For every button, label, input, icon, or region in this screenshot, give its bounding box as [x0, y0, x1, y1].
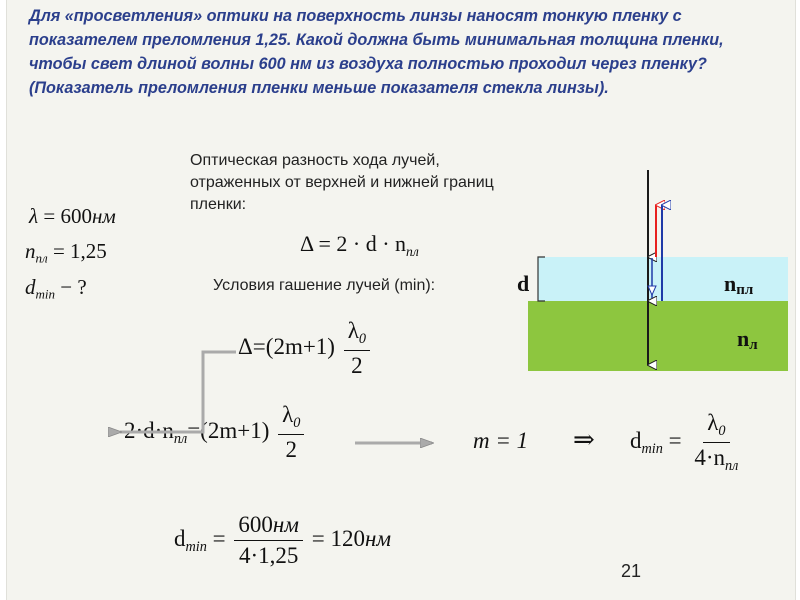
connector-elbow-arrow: [120, 352, 236, 432]
numeric-result: $d_{min}$ = $\frac{600нм}{4\cdot 1,25}$ = 120нм: [174, 512, 392, 568]
minimum-condition-formula: Δ=(2m+1) $\frac{\lambda_0}{2}$: [238, 318, 373, 379]
thickness-label: d: [517, 271, 530, 296]
half-wavelength-fraction: $\frac{\lambda_0}{2}$: [344, 318, 370, 379]
page-number: 21: [621, 561, 642, 581]
film-index-label: nпл: [724, 271, 754, 298]
given-lambda: λ = 600нм: [29, 204, 116, 228]
implies-symbol: ⇒: [573, 425, 595, 454]
given-n-film: $n_{пл} = 1,25$: [25, 239, 107, 266]
combined-equation: $2\cdot d\cdot n_{пл}=(2m+1)$ $\frac{\lambda_0}{2}$: [124, 402, 307, 463]
condition-label: Условия гашение лучей (min):: [213, 277, 436, 294]
m-equals-one: m = 1: [473, 428, 529, 453]
given-d-min: $d_{min}$ − ?: [25, 275, 87, 302]
combined-fraction: $\frac{\lambda_0}{2}$: [278, 402, 304, 463]
d-min-formula: $d_{min}$ = $\frac{\lambda_0}{4\cdot n_{пл}}$: [630, 410, 745, 475]
path-difference-formula: $\Delta = 2 \cdot d \cdot n_{пл}$: [300, 231, 419, 259]
explanation-text: Оптическая разность хода лучей, отраженных от верхней и нижней границ пленки:: [190, 152, 494, 213]
d-min-fraction: $\frac{\lambda_0}{4\cdot n_{пл}}$: [694, 410, 739, 474]
problem-statement: Для «просветления» оптики на поверхность линзы наносят тонкую пленку с показателем преломления 1,25. Какой должна быть минимальная толщина пленки, чтобы свет длиной волны 600 нм из воздуха полностью проходил через пленку? (Показатель преломления пленки меньше показателя стекла линзы).: [29, 7, 724, 97]
numeric-fraction: $\frac{600нм}{4\cdot 1,25}$: [234, 512, 303, 569]
lens-index-label: nл: [737, 326, 758, 353]
